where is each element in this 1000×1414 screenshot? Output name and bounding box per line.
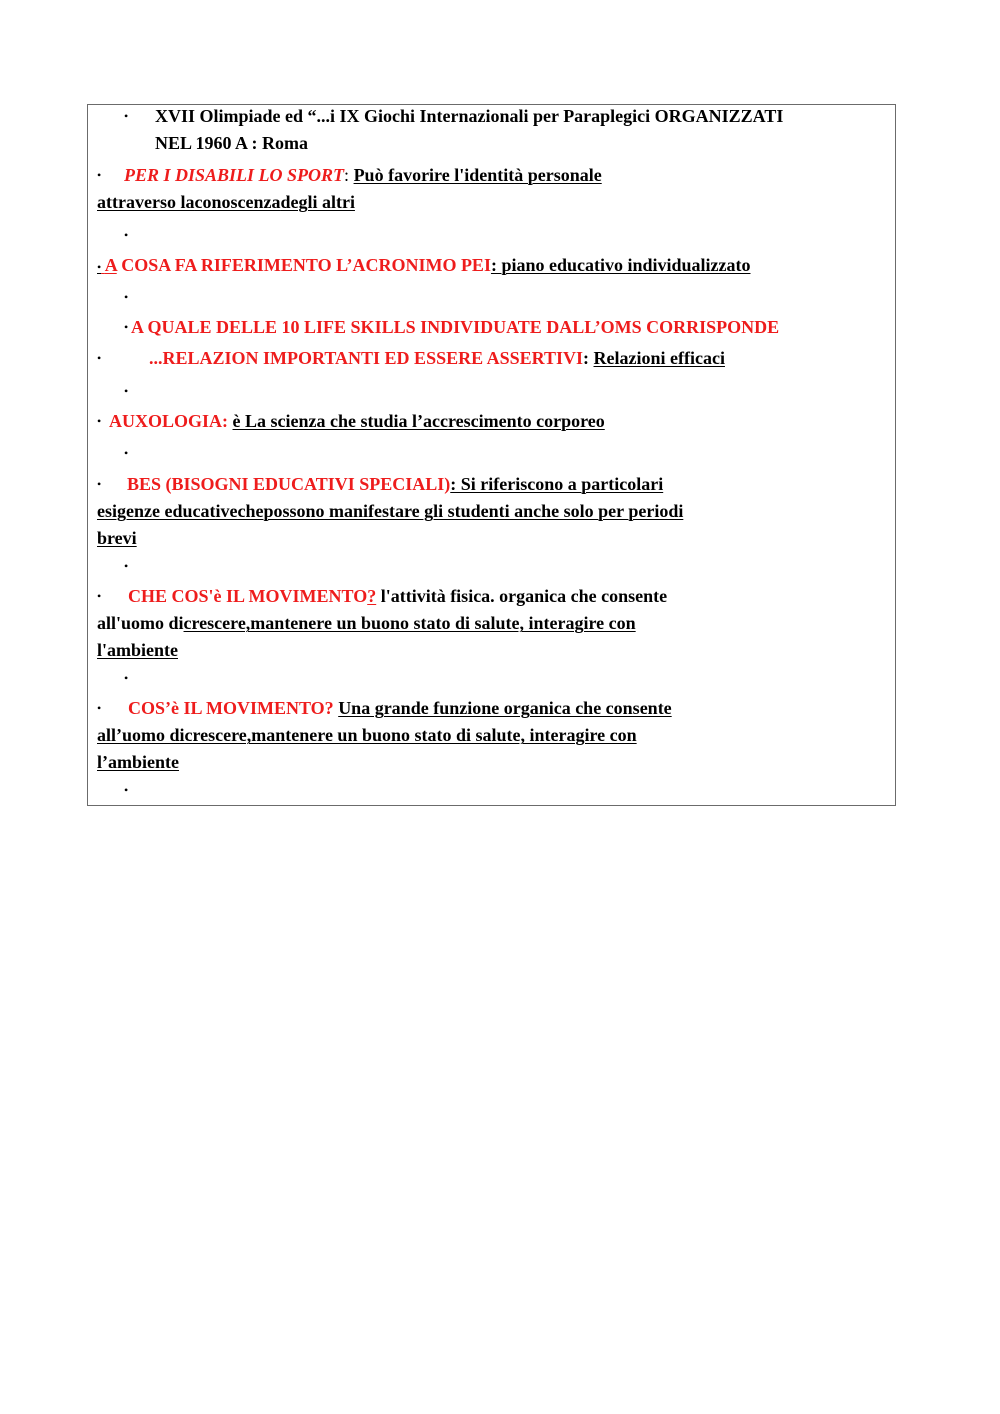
item-6-answer-1: : Si riferiscono a particolari: [450, 474, 664, 494]
item-6-question: BES (BISOGNI EDUCATIVI SPECIALI): [127, 474, 451, 494]
bullet: •: [124, 228, 129, 242]
item-2-answer-1: Può favorire l'identità personale: [353, 165, 602, 185]
item-3-question: COSA FA RIFERIMENTO L’ACRONIMO PEI: [116, 255, 491, 275]
item-8-answer-1: Una grande funzione organica che consente: [338, 698, 672, 718]
item-7-answer-1: l'attività fisica. organica che consente: [376, 586, 668, 606]
bullet: •: [124, 109, 129, 123]
item-4-separator: :: [583, 348, 594, 368]
bullet: •: [124, 384, 129, 398]
item-6-line-1: [127, 473, 663, 495]
item-7-question-mark: ?: [367, 586, 377, 606]
item-8-line-1: [128, 697, 672, 719]
item-4-answer: Relazioni efficaci: [593, 348, 725, 368]
item-4-question-2: ...RELAZION IMPORTANTI ED ESSERE ASSERTIVI: [149, 348, 584, 368]
bullet: •: [97, 351, 102, 365]
item-8-answer-2b: crescere,mantenere un buono stato di salute, interagire con: [184, 725, 637, 745]
item-6-line-3: [97, 527, 137, 549]
item-6-answer-2a: esigenze educative: [97, 501, 238, 521]
item-4-line-1: A QUALE DELLE 10 LIFE SKILLS INDIVIDUATE DALL’OMS CORRISPONDE: [131, 317, 780, 337]
bullet: •: [97, 168, 102, 182]
bullet: •: [124, 783, 129, 797]
item-7-line-3: [97, 639, 178, 661]
item-4-line-2: [149, 347, 725, 369]
item-6-answer-3: brevi: [97, 528, 137, 548]
item-5-answer: è La scienza che studia l’accrescimento corporeo: [232, 411, 605, 431]
item-1-line-1: XVII Olimpiade ed “...i IX Giochi Internazionali per Paraplegici ORGANIZZATI: [155, 106, 784, 126]
item-2-separator: :: [344, 165, 354, 185]
item-6-line-2: [97, 500, 683, 522]
bullet: •: [97, 589, 102, 603]
item-2-answer-2b: conoscenza: [194, 192, 281, 212]
bullet: •: [124, 320, 129, 334]
item-7-answer-2a: all'uomo di: [97, 613, 184, 633]
item-7-answer-3: l'ambiente: [97, 640, 178, 660]
item-3-answer: : piano educativo individualizzato: [490, 255, 751, 275]
bullet: •: [97, 701, 102, 715]
item-6-answer-2b: che: [237, 501, 264, 521]
item-2-answer-2a: attraverso la: [97, 192, 195, 212]
item-8-question: COS’è IL MOVIMENTO?: [128, 698, 334, 718]
item-2-answer-2c: degli altri: [280, 192, 355, 212]
bullet: •: [97, 477, 102, 491]
bullet: •: [124, 559, 129, 573]
bullet: •: [97, 260, 102, 274]
item-2-question: PER I DISABILI LO SPORT: [124, 165, 345, 185]
bullet: •: [124, 446, 129, 460]
item-7-line-2: [97, 612, 636, 634]
item-8-answer-2a: all’uomo di: [97, 725, 185, 745]
item-7-line-1: [128, 585, 667, 607]
item-8-line-2: [97, 724, 637, 746]
item-5-line: [109, 410, 605, 432]
bullet: •: [124, 290, 129, 304]
item-6-answer-2c: possono manifestare gli studenti anche solo per periodi: [263, 501, 684, 521]
item-7-answer-2b: crescere,mantenere un buono stato di salute, interagire con: [183, 613, 636, 633]
item-3-letter: A: [104, 255, 117, 275]
item-2-line-2: [97, 191, 355, 213]
item-8-answer-3: l’ambiente: [97, 752, 179, 772]
item-8-line-3: [97, 751, 179, 773]
item-7-question: CHE COS'è IL MOVIMENTO: [128, 586, 368, 606]
item-2-line-1: [124, 164, 602, 186]
item-1-line-2: NEL 1960 A : Roma: [155, 133, 309, 153]
item-5-question: AUXOLOGIA:: [109, 411, 229, 431]
item-3-line: [97, 254, 751, 278]
bullet: •: [124, 671, 129, 685]
bullet: •: [97, 414, 102, 428]
